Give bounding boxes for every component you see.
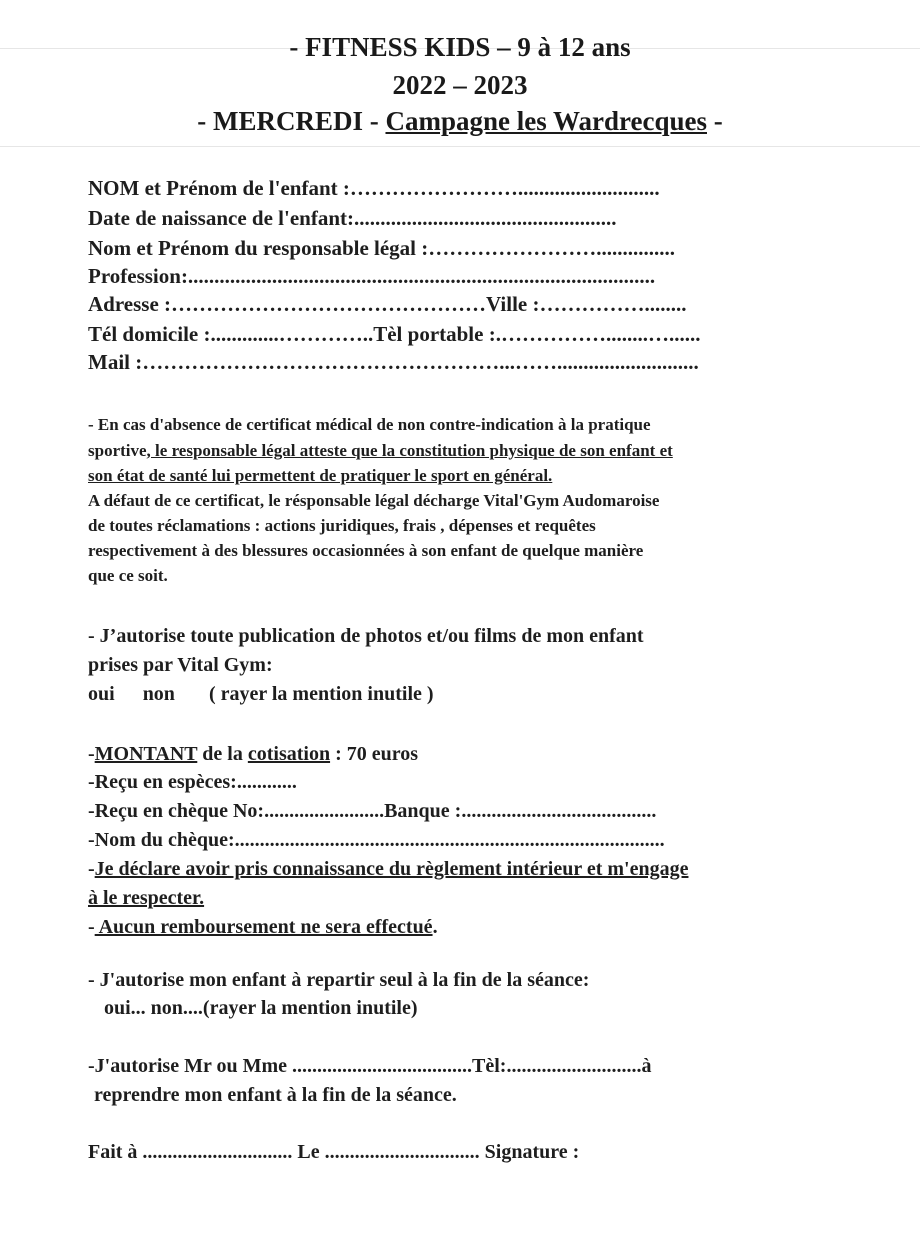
rules-acknowledgement-line-1 [88,855,688,883]
de-la-label: de la [197,743,248,765]
field-birth-date[interactable]: Date de naissance de l'enfant:.................................................. [88,206,617,230]
cotisation-label: cotisation [247,743,331,765]
certificate-attest: , le responsable légal atteste que la constitution physique de son enfant et [146,441,673,460]
season-years: 2022 – 2023 [392,70,528,100]
leave-alone-line-1: - J'autorise mon enfant à repartir seul à la fin de la séance: [88,969,590,991]
photo-mention-note: ( rayer la mention inutile ) [208,683,434,705]
refund-dash: - [88,916,95,938]
field-cheque-bank[interactable]: -Reçu en chèque No:........................Banque :....................................... [88,800,657,822]
pickup-authorization-line-1[interactable]: -J'autorise Mr ou Mme ....................................Tèl:...........................à [88,1055,652,1077]
session-location [0,104,920,138]
field-phones[interactable]: Tél domicile :.............…………..Tèl portable :.……………........…...... [88,322,701,346]
rules-acknowledgement-line-2: à le respecter. [88,887,205,909]
pickup-authorization-line-2: reprendre mon enfant à la fin de la séance. [94,1084,457,1106]
signature-line[interactable]: Fait à .............................. Le ............................... Signature : [88,1141,580,1163]
certificate-line-4: A défaut de ce certificat, le résponsable légal décharge Vital'Gym Audomaroise [88,491,660,510]
refund-period: . [432,916,438,938]
title-suffix: - [707,106,723,136]
rules-text-1: Je déclare avoir pris connaissance du règlement intérieur et m'engage [94,858,689,880]
field-cheque-name[interactable]: -Nom du chèque:...................................................................................... [88,829,665,851]
certificate-word: sportive [88,441,147,460]
photo-authorization-line-1: - J’autorise toute publication de photos et/ou films de mon enfant [88,625,644,647]
field-mail[interactable]: Mail :……………………………………………...……........................... [88,350,699,374]
field-child-name[interactable]: NOM et Prénom de l'enfant :……………………........................... [88,176,660,200]
field-cash-received[interactable]: -Reçu en espèces:............ [88,771,297,793]
certificate-line-3: son état de santé lui permettent de pratiquer le sport en général. [88,466,553,485]
photo-non-option[interactable]: non [142,683,175,705]
field-address-city[interactable]: Adresse :………………………………………Ville :……………........ [88,292,687,316]
divider [0,146,920,147]
photo-authorization-line-2: prises par Vital Gym: [88,654,273,676]
certificate-line-7: que ce soit. [88,566,168,585]
field-profession[interactable]: Profession:......................................................................................... [88,264,656,288]
rules-dash: - [88,858,95,880]
session-day: - MERCREDI - [197,106,386,136]
no-refund-text: Aucun remboursement ne sera effectué [94,916,433,938]
form-title: - FITNESS KIDS – 9 à 12 ans [289,32,631,62]
photo-oui-option[interactable]: oui [88,683,115,705]
field-guardian-name[interactable]: Nom et Prénom du responsable légal :……………………............... [88,236,676,260]
cotisation-value: : 70 euros [330,743,419,765]
certificate-line-6: respectivement à des blessures occasionnées à son enfant de quelque manière [88,541,644,560]
cotisation-amount-line [88,740,418,768]
certificate-line-1: - En cas d'absence de certificat médical de non contre-indication à la pratique [88,415,651,434]
photo-choice-row [88,680,434,708]
no-refund-line [88,913,438,941]
cotisation-dash: - [88,743,95,765]
location-name: Campagne les Wardrecques [385,106,707,136]
certificate-line-5: de toutes réclamations : actions juridiques, frais , dépenses et requêtes [88,516,596,535]
montant-label: MONTANT [94,743,198,765]
certificate-line-2 [88,438,673,464]
leave-alone-choice[interactable]: oui... non....(rayer la mention inutile) [104,997,418,1019]
